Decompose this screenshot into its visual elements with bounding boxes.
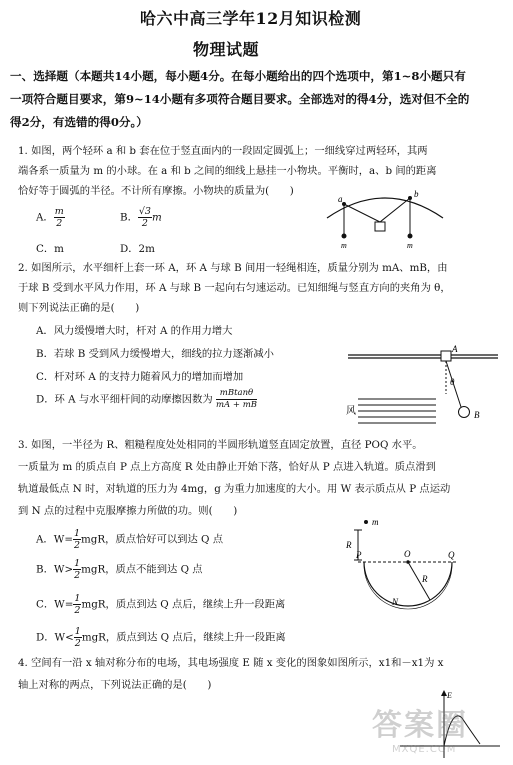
q2-label-b: B — [474, 410, 480, 420]
q2-option-b: B．若球 B 受到风力缓慢增大，细线的拉力逐渐减小 — [36, 348, 274, 360]
section-header-line2: 一项符合题目要求，第9~14小题有多项符合题目要求。全部选对的得4分，选对但不全的 — [10, 92, 470, 106]
q3-label-o: O — [404, 549, 411, 559]
q1-figure — [325, 190, 445, 250]
q3-stem-line2: 一质量为 m 的质点自 P 点上方高度 R 处由静止开始下落，恰好从 P 点进入轨道。质点滑到 — [18, 461, 436, 473]
q1-stem-line3: 恰好等于圆弧的半径。不计所有摩擦。小物块的质量为( ) — [18, 185, 294, 197]
watermark-logo: 答案圈 MXQE.COM — [372, 708, 468, 755]
q1-label-b: b — [414, 189, 419, 199]
q1-option-b: B． $\frac{√3}{2}$ m — [120, 206, 162, 229]
q1-stem-line2: 端各系一质量为 m 的小球。在 a 和 b 之间的细线上悬挂一小物块。平衡时，a、b 间的距离 — [18, 165, 437, 177]
q2-label-theta: θ — [450, 377, 455, 387]
q3-label-p: P — [356, 550, 362, 560]
q3-option-d: D．W< $\frac{1}{2}$ mgR，质点到达 Q 点后，继续上升一段距离 — [36, 626, 286, 649]
q2-stem-line2: 于球 B 受到水平风力作用，环 A 与球 B 一起向右匀速运动。已知细绳与竖直方向的夹角为 θ， — [18, 282, 451, 294]
q3-stem-line4: 到 N 点的过程中克服摩擦力所做的功。则( ) — [18, 505, 238, 517]
q3-label-q: Q — [448, 550, 455, 560]
exam-title: 哈六中高三学年12月知识检测 — [140, 9, 362, 28]
q1-stem-line1: 1. 如图，两个轻环 a 和 b 套在位于竖直面内的一段固定圆弧上；一细线穿过两轻环，其两 — [18, 145, 428, 157]
q1-label-a: a — [338, 194, 343, 204]
q1-option-d: D．2m — [120, 243, 155, 255]
q4-stem-line1: 4. 空间有一沿 x 轴对称分布的电场，其电场强度 E 随 x 变化的图象如图所示，x1和－x1为 x — [18, 657, 444, 669]
q3-stem-line1: 3. 如图，一半径为 R、粗糙程度处处相同的半圆形轨道竖直固定放置，直径 POQ 水平。 — [18, 439, 423, 451]
q3-label-m: m — [372, 517, 379, 527]
q1-label-m2: m — [407, 241, 413, 250]
q3-option-a: A．W= $\frac{1}{2}$ mgR，质点恰好可以到达 Q 点 — [36, 528, 224, 551]
q2-option-c: C．杆对环 A 的支持力随着风力的增加而增加 — [36, 371, 244, 383]
q4-label-e: E — [447, 691, 452, 700]
q2-figure — [348, 342, 503, 427]
q3-label-n: N — [392, 597, 399, 607]
q2-label-wind: 风 — [346, 406, 356, 417]
q2-stem-line3: 则下列说法正确的是( ) — [18, 302, 140, 314]
q2-option-a: A．风力缓慢增大时，杆对 A 的作用力增大 — [36, 325, 233, 337]
subject-title: 物理试题 — [193, 40, 260, 59]
section-header-line3: 得2分，有选错的得0分。） — [10, 115, 148, 129]
q4-stem-line2: 轴上对称的两点，下列说法正确的是( ) — [18, 679, 212, 691]
q3-stem-line3: 轨道最低点 N 时，对轨道的压力为 4mg，g 为重力加速度的大小。用 W 表示质点从 P 点运动 — [18, 483, 451, 495]
q2-label-a: A — [452, 344, 458, 354]
q1-label-m1: m — [341, 241, 347, 250]
q2-stem-line1: 2. 如图所示，水平细杆上套一环 A，环 A 与球 B 间用一轻绳相连，质量分别为 mA、mB，由 — [18, 262, 448, 274]
q1-option-c: C．m — [36, 243, 64, 255]
q3-option-c: C．W= $\frac{1}{2}$ mgR，质点到达 Q 点后，继续上升一段距离 — [36, 593, 286, 616]
q3-label-r1: R — [346, 540, 352, 550]
q1-option-a: A． $\frac{m}{2}$ — [36, 206, 64, 229]
q3-label-r2: R — [422, 574, 428, 584]
q3-option-b: B．W> $\frac{1}{2}$ mgR，质点不能到达 Q 点 — [36, 558, 203, 581]
section-header-line1: 一、选择题（本题共14小题，每小题4分。在每小题给出的四个选项中，第1~8小题只有 — [10, 69, 466, 83]
q2-option-d: D．环 A 与水平细杆间的动摩擦因数为 $\frac{mBtan\theta}{mA + mB}$ — [36, 388, 258, 410]
q3-figure — [344, 510, 469, 620]
